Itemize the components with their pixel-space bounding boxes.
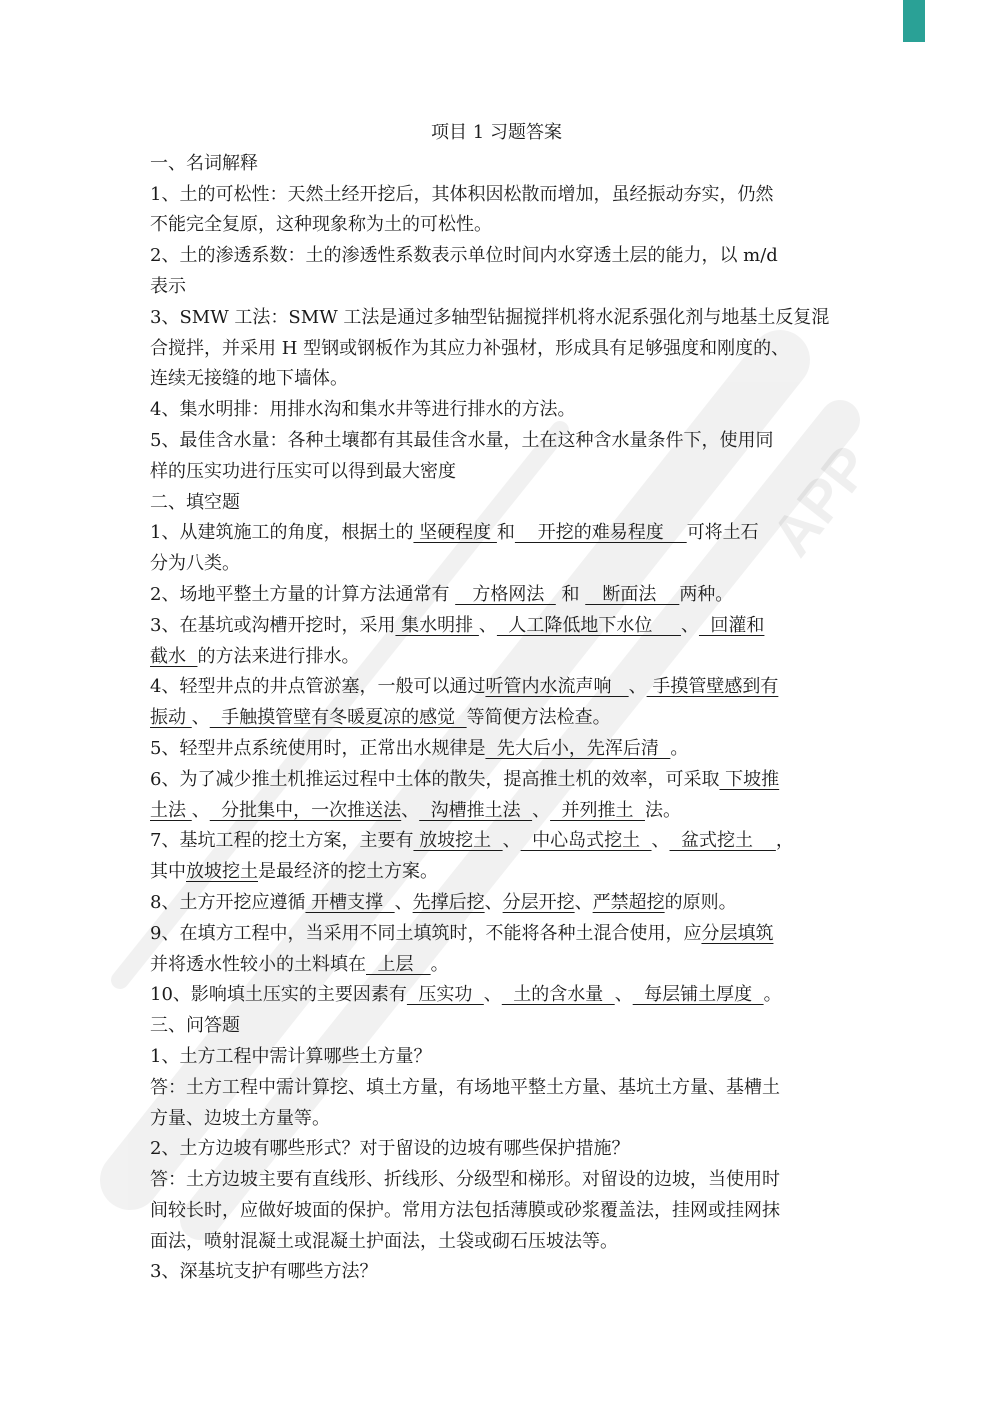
text-line: 3、深基坑支护有哪些方法？ [150, 1261, 378, 1283]
answer-blank: 截水 [150, 645, 198, 667]
question-text: 5、轻型井点系统使用时，正常出水规律是 [150, 737, 486, 759]
qa-question-2 [150, 1134, 843, 1165]
qa-answer-2 [150, 1165, 843, 1257]
qa-answer-1 [150, 1073, 843, 1135]
text-line [150, 980, 843, 1011]
section-heading: 三、问答题 [150, 1015, 240, 1037]
text-line: 答：土方工程中需计算挖、填土方量，有场地平整土方量、基坑土方量、基槽土 [150, 1076, 780, 1098]
section-questions [150, 1011, 843, 1288]
question-text: 、 [680, 614, 699, 636]
answer-blank: 放坡挖土 [186, 861, 258, 883]
text-line: 答：土方边坡主要有直线形、折线形、分级型和梯形。对留设的边坡，当使用时 [150, 1169, 780, 1191]
question-text: 6、为了减少推土机推运过程中土体的散失，提高推土机的效率，可采取 [150, 768, 720, 790]
text-line [150, 672, 843, 703]
section-fill-in [150, 488, 843, 1012]
answer-blank: 严禁超挖 [592, 891, 665, 913]
question-text: 7、基坑工程的挖土方案，主要有 [150, 830, 414, 852]
fill-question-5 [150, 734, 843, 765]
answer-blank: 坚硬程度 [413, 522, 497, 544]
definition-item-4 [150, 395, 843, 426]
answer-blank: 手触摸管壁有冬暖夏凉的感觉 [209, 707, 467, 729]
question-text: 、 [484, 891, 503, 913]
fill-question-2 [150, 580, 843, 611]
answer-blank: 人工降低地下水位 [496, 614, 681, 636]
answer-blank: 分层开挖 [502, 891, 575, 913]
question-text: 、 [651, 830, 670, 852]
question-text: 并将透水性较小的土料填在 [150, 953, 366, 975]
answer-blank: 中心岛式挖土 [520, 830, 652, 852]
question-text: 的原则。 [664, 891, 737, 913]
section-heading: 一、名词解释 [150, 152, 258, 174]
text-line [150, 642, 843, 673]
answer-blank: 先撑后挖 [412, 891, 485, 913]
text-line [150, 765, 843, 796]
text-line: 方量、边坡土方量等。 [150, 1107, 330, 1129]
question-text: 和 [496, 522, 515, 544]
question-text: 3、在基坑或沟槽开挖时，采用 [150, 614, 396, 636]
question-text: 可将土石 [686, 522, 759, 544]
text-line: 合搅拌，并采用 H 型钢或钢板作为其应力补强材，形成具有足够强度和刚度的、 [150, 337, 790, 359]
answer-blank: 上层 [366, 953, 431, 975]
text-line [150, 888, 843, 919]
question-text: 、 [191, 799, 210, 821]
answer-blank: 方格网法 [455, 583, 556, 605]
question-text: ， [775, 830, 794, 852]
corner-tab [903, 0, 925, 42]
answer-blank: 开挖的难易程度 [514, 522, 687, 544]
question-text: 、 [191, 707, 210, 729]
answer-blank: 土的含水量 [501, 984, 615, 1006]
text-line: 4、集水明排：用排水沟和集水井等进行排水的方法。 [150, 399, 576, 421]
question-text: 是最经济的挖土方案。 [258, 861, 438, 883]
answer-blank: 分层填筑 [701, 922, 774, 944]
text-line: 1、土的可松性：天然土经开挖后，其体积因松散而增加，虽经振动夯实，仍然 [150, 183, 774, 205]
answer-blank: 放坡挖土 [413, 830, 503, 852]
fill-question-8 [150, 888, 843, 919]
definition-item-5 [150, 426, 843, 488]
fill-question-9 [150, 919, 843, 981]
text-line [150, 518, 843, 549]
question-text: 其中 [150, 861, 186, 883]
question-text: 、 [394, 891, 413, 913]
question-text: 、 [478, 614, 497, 636]
text-line: 样的压实功进行压实可以得到最大密度 [150, 460, 456, 482]
text-line: 1、土方工程中需计算哪些土方量？ [150, 1045, 432, 1067]
page-title: 项目 1 习题答案 [431, 122, 562, 143]
fill-question-3 [150, 611, 843, 673]
question-text: 等简便方法检查。 [466, 707, 611, 729]
question-text: 法。 [644, 799, 681, 821]
question-text: 9、在填方工程中，当采用不同土填筑时，不能将各种土混合使用，应 [150, 922, 702, 944]
qa-question-1 [150, 1042, 843, 1073]
question-text: 的方法来进行排水。 [197, 645, 360, 667]
fill-question-4 [150, 672, 843, 734]
text-line [150, 703, 843, 734]
question-text: 4、轻型井点的井点管淤塞，一般可以通过 [150, 676, 486, 698]
question-text: 、 [628, 676, 647, 698]
question-text: 、 [614, 984, 633, 1006]
text-line: 2、土的渗透系数：土的渗透性系数表示单位时间内水穿透土层的能力，以 m/d [150, 245, 778, 267]
text-line: 分为八类。 [150, 553, 240, 575]
text-line [150, 734, 843, 765]
answer-blank: 听管内水流声响 [485, 676, 629, 698]
question-text: 、 [502, 830, 521, 852]
fill-question-1 [150, 518, 843, 580]
text-line: 表示 [150, 275, 186, 297]
answer-blank: 手摸管壁感到有 [646, 676, 779, 698]
answer-blank: 下坡推 [719, 768, 780, 790]
question-text: 、 [401, 799, 420, 821]
document-body [150, 118, 843, 1288]
question-text: 两种。 [679, 583, 734, 605]
question-text: 、 [574, 891, 593, 913]
answer-blank: 断面法 [585, 583, 680, 605]
definition-item-2 [150, 241, 843, 303]
question-text: 。 [670, 737, 689, 759]
text-line [150, 919, 843, 950]
fill-question-6 [150, 765, 843, 827]
answer-blank: 并列推土 [550, 799, 645, 821]
answer-blank: 盆式挖土 [669, 830, 776, 852]
question-text: 10、影响填土压实的主要因素有 [150, 984, 407, 1006]
answer-blank: 沟槽推土法 [419, 799, 533, 821]
text-line [150, 796, 843, 827]
text-line [150, 950, 843, 981]
definition-item-1 [150, 180, 843, 242]
answer-blank: 回灌和 [698, 614, 765, 636]
question-text: 1、从建筑施工的角度，根据土的 [150, 522, 414, 544]
section-definitions [150, 149, 843, 488]
fill-question-7 [150, 826, 843, 888]
text-line [150, 580, 843, 611]
question-text: 和 [555, 583, 586, 605]
qa-question-3 [150, 1257, 843, 1288]
text-line: 5、最佳含水量：各种土壤都有其最佳含水量，土在这种含水量条件下，使用同 [150, 429, 774, 451]
text-line: 3、SMW 工法：SMW 工法是通过多轴型钻掘搅拌机将水泥系强化剂与地基土反复混 [150, 306, 830, 328]
text-line: 面法，喷射混凝土或混凝土护面法，土袋或砌石压坡法等。 [150, 1230, 618, 1252]
question-text: 、 [532, 799, 551, 821]
question-text: 8、土方开挖应遵循 [150, 891, 306, 913]
answer-blank: 每层铺土厚度 [632, 984, 764, 1006]
question-text: 2、场地平整土方量的计算方法通常有 [150, 583, 456, 605]
text-line: 2、土方边坡有哪些形式？对于留设的边坡有哪些保护措施？ [150, 1138, 630, 1160]
answer-blank: 先大后小，先浑后清 [485, 737, 671, 759]
answer-blank: 分批集中，一次推送法 [209, 799, 402, 821]
definition-item-3 [150, 303, 843, 395]
text-line: 间较长时，应做好坡面的保护。常用方法包括薄膜或砂浆覆盖法，挂网或挂网抹 [150, 1199, 780, 1221]
watermark-text: APP [759, 434, 884, 569]
question-text: 。 [763, 984, 782, 1006]
text-line [150, 857, 843, 888]
question-text: 、 [483, 984, 502, 1006]
answer-blank: 集水明排 [395, 614, 479, 636]
fill-question-10 [150, 980, 843, 1011]
answer-blank: 土法 [150, 799, 192, 821]
text-line: 连续无接缝的地下墙体。 [150, 368, 348, 390]
answer-blank: 开槽支撑 [305, 891, 395, 913]
text-line [150, 611, 843, 642]
section-heading: 二、填空题 [150, 491, 240, 513]
text-line: 不能完全复原，这种现象称为土的可松性。 [150, 214, 492, 236]
text-line [150, 826, 843, 857]
question-text: 。 [430, 953, 449, 975]
answer-blank: 压实功 [406, 984, 484, 1006]
answer-blank: 振动 [150, 707, 192, 729]
